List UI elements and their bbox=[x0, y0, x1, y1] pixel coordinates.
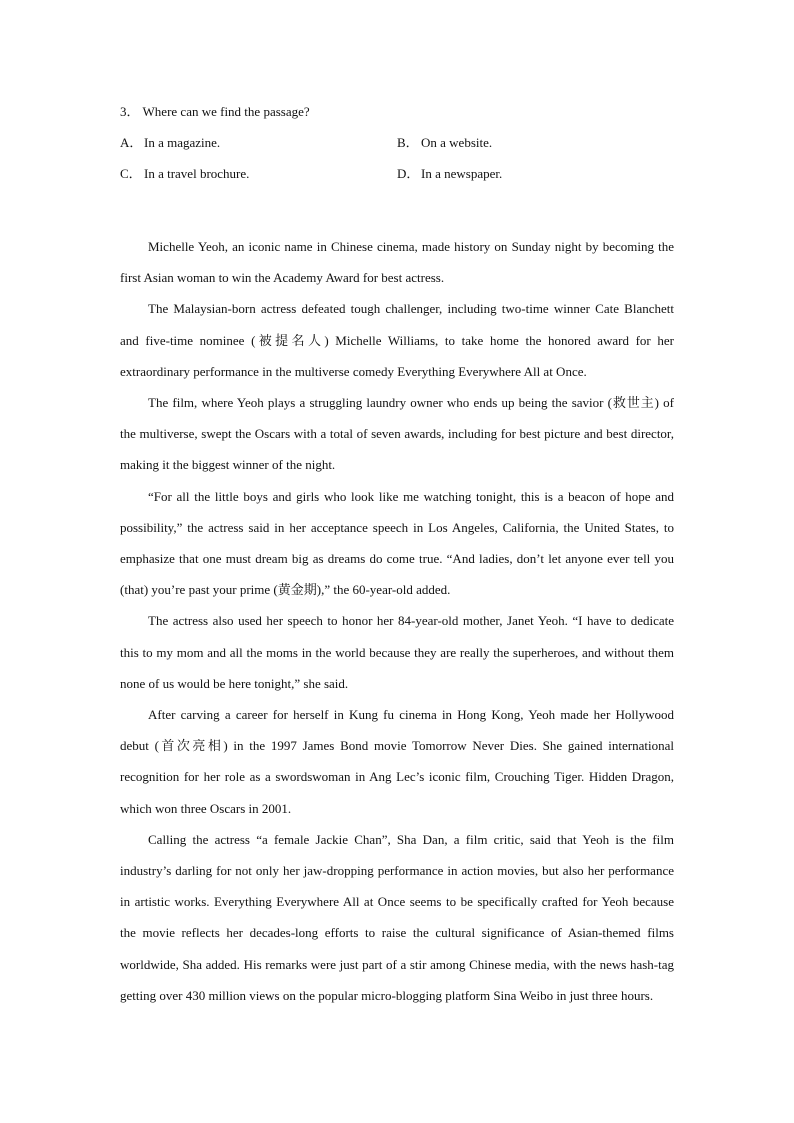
reading-passage bbox=[120, 231, 674, 1011]
passage-paragraph: The film, where Yeoh plays a struggling laundry owner who ends up being the savior (救世主) of the multiverse, swept the Oscars with a total of seven awards, including for best picture and best director, making it the biggest winner of the night. bbox=[120, 395, 674, 473]
option-letter: B． bbox=[397, 135, 419, 150]
passage-paragraph: Calling the actress “a female Jackie Chan”, Sha Dan, a film critic, said that Yeoh is the film industry’s darling for not only her jaw-dropping performance in action movies, but also her performance in artistic works. Everything Everywhere All at Once seems to be specifically crafted for Yeoh because the movie reflects her decades-long efforts to raise the cultural significance of Asian-themed films worldwide, Sha added. His remarks were just part of a stir among Chinese media, with the news hash-tag getting over 430 million views on the popular micro-blogging platform Sina Weibo in just three hours. bbox=[120, 831, 674, 1003]
answer-options bbox=[120, 132, 674, 194]
option-d bbox=[397, 163, 674, 185]
passage-paragraph: The Malaysian-born actress defeated tough challenger, including two-time winner Cate Blanchett and five-time nominee (被提名人) Michelle Williams, to take home the honored award for her extraordinary performance in the multiverse comedy Everything Everywhere All at Once. bbox=[120, 301, 674, 379]
option-text: On a website. bbox=[421, 135, 493, 150]
question-number: 3． bbox=[120, 104, 140, 119]
option-c bbox=[120, 163, 397, 185]
passage-paragraph: The actress also used her speech to honor her 84-year-old mother, Janet Yeoh. “I have to dedicate this to my mom and all the moms in the world because they are really the superheroes, and without them none of us would be here tonight,” she said. bbox=[120, 613, 674, 691]
document-page bbox=[120, 101, 674, 1011]
passage-paragraph: After carving a career for herself in Kung fu cinema in Hong Kong, Yeoh made her Hollywood debut (首次亮相) in the 1997 James Bond movie Tomorrow Never Dies. She gained international recognition for her role as a swordswoman in Ang Lec’s iconic film, Crouching Tiger. Hidden Dragon, which won three Oscars in 2001. bbox=[120, 707, 674, 816]
option-letter: C． bbox=[120, 166, 142, 181]
question-3 bbox=[120, 101, 674, 123]
passage-paragraph: Michelle Yeoh, an iconic name in Chinese cinema, made history on Sunday night by becoming the first Asian woman to win the Academy Award for best actress. bbox=[120, 239, 674, 286]
passage-paragraph: “For all the little boys and girls who look like me watching tonight, this is a beacon of hope and possibility,” the actress said in her acceptance speech in Los Angeles, California, the United States, to emphasize that one must dream big as dreams do come true. “And ladies, don’t let anyone ever tell you (that) you’re past your prime (黄金期),” the 60-year-old added. bbox=[120, 488, 674, 598]
option-letter: D． bbox=[397, 166, 420, 181]
options-row-2 bbox=[120, 163, 674, 194]
question-text: Where can we find the passage? bbox=[142, 104, 310, 119]
option-text: In a newspaper. bbox=[421, 166, 503, 181]
options-row-1 bbox=[120, 132, 674, 163]
option-text: In a travel brochure. bbox=[144, 166, 250, 181]
option-letter: A． bbox=[120, 135, 143, 150]
option-a bbox=[120, 132, 397, 154]
option-b bbox=[397, 132, 674, 154]
option-text: In a magazine. bbox=[144, 135, 221, 150]
